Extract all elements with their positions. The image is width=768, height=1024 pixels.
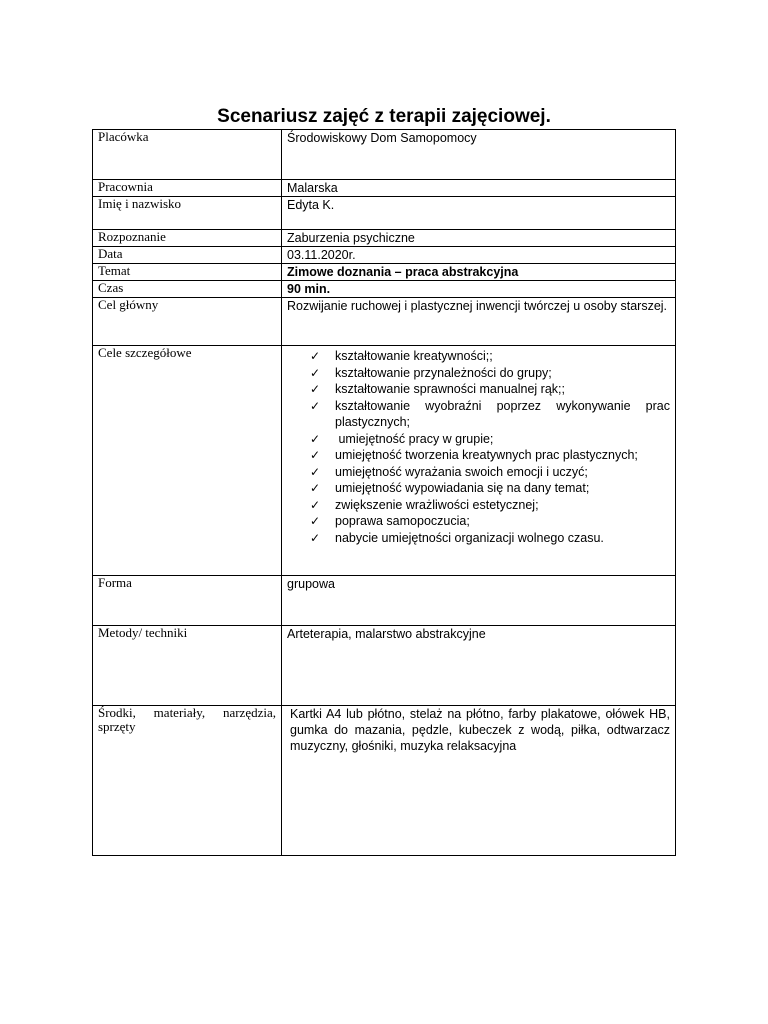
checkmark-icon: ✓ xyxy=(310,382,321,396)
goal-text: umiejętność pracy w grupie; xyxy=(335,431,494,446)
checkmark-icon: ✓ xyxy=(310,431,321,446)
table-row xyxy=(93,180,676,197)
list-item xyxy=(310,513,670,530)
table-row xyxy=(93,281,676,298)
list-item xyxy=(310,431,670,448)
value-placowka: Środowiskowy Dom Samopomocy xyxy=(282,130,676,180)
list-item xyxy=(310,447,670,464)
checkmark-icon: ✓ xyxy=(310,349,321,363)
label-cel-glowny: Cel główny xyxy=(93,298,282,346)
value-data: 03.11.2020r. xyxy=(282,247,676,264)
goal-text: kształtowanie przynależności do grupy; xyxy=(335,365,552,380)
list-item xyxy=(310,398,670,431)
label-imie: Imię i nazwisko xyxy=(93,197,282,230)
list-item xyxy=(310,497,670,514)
checkmark-icon: ✓ xyxy=(310,530,321,545)
goal-text: kształtowanie sprawności manualnej rąk;; xyxy=(335,382,565,396)
value-cele-szczegolowe xyxy=(282,346,676,576)
list-item xyxy=(310,381,670,398)
label-cele-szczegolowe: Cele szczegółowe xyxy=(93,346,282,576)
label-metody: Metody/ techniki xyxy=(93,626,282,706)
value-srodki: Kartki A4 lub płótno, stelaż na płótno, farby plakatowe, ołówek HB, gumka do mazania, pędzle, kubeczek z wodą, piłka, odtwarzacz muzyczny, głośniki, muzyka relaksacyjna xyxy=(282,706,676,856)
table-row xyxy=(93,230,676,247)
list-item xyxy=(310,348,670,365)
label-data: Data xyxy=(93,247,282,264)
document-title: Scenariusz zajęć z terapii zajęciowej. xyxy=(217,106,551,127)
table-row xyxy=(93,576,676,626)
table-row xyxy=(93,264,676,281)
value-czas: 90 min. xyxy=(282,281,676,298)
table-row xyxy=(93,247,676,264)
table-row xyxy=(93,298,676,346)
checkmark-icon: ✓ xyxy=(310,365,321,380)
table-row xyxy=(93,197,676,230)
label-pracownia: Pracownia xyxy=(93,180,282,197)
value-forma: grupowa xyxy=(282,576,676,626)
value-temat: Zimowe doznania – praca abstrakcyjna xyxy=(282,264,676,281)
checkmark-icon: ✓ xyxy=(310,497,321,512)
label-placowka: Placówka xyxy=(93,130,282,180)
value-rozpoznanie: Zaburzenia psychiczne xyxy=(282,230,676,247)
checkmark-icon: ✓ xyxy=(310,398,321,413)
checkmark-icon: ✓ xyxy=(310,464,321,479)
list-item xyxy=(310,365,670,382)
label-srodki: Środki, materiały, narzędzia, sprzęty xyxy=(93,706,282,856)
value-imie: Edyta K. xyxy=(282,197,676,230)
goal-text: poprawa samopoczucia; xyxy=(335,514,470,528)
goal-text: umiejętność tworzenia kreatywnych prac plastycznych; xyxy=(335,448,638,462)
scenario-table xyxy=(92,129,676,856)
value-pracownia: Malarska xyxy=(282,180,676,197)
goal-text: umiejętność wypowiadania się na dany temat; xyxy=(335,481,590,495)
checkmark-icon: ✓ xyxy=(310,448,321,462)
goal-text: umiejętność wyrażania swoich emocji i uczyć; xyxy=(335,464,588,479)
table-row xyxy=(93,130,676,180)
label-rozpoznanie: Rozpoznanie xyxy=(93,230,282,247)
goal-text: nabycie umiejętności organizacji wolnego czasu. xyxy=(335,530,604,545)
table-row xyxy=(93,346,676,576)
label-czas: Czas xyxy=(93,281,282,298)
label-forma: Forma xyxy=(93,576,282,626)
checkmark-icon: ✓ xyxy=(310,514,321,528)
list-item xyxy=(310,530,670,547)
goal-text: kształtowanie wyobraźni poprzez wykonywanie prac plastycznych; xyxy=(335,398,670,429)
value-metody: Arteterapia, malarstwo abstrakcyjne xyxy=(282,626,676,706)
goals-list xyxy=(287,348,670,546)
list-item xyxy=(310,480,670,497)
label-temat: Temat xyxy=(93,264,282,281)
table-row xyxy=(93,706,676,856)
table-row xyxy=(93,626,676,706)
list-item xyxy=(310,464,670,481)
goal-text: kształtowanie kreatywności;; xyxy=(335,349,493,363)
goal-text: zwiększenie wrażliwości estetycznej; xyxy=(335,497,539,512)
checkmark-icon: ✓ xyxy=(310,481,321,495)
value-cel-glowny: Rozwijanie ruchowej i plastycznej inwencji twórczej u osoby starszej. xyxy=(282,298,676,346)
